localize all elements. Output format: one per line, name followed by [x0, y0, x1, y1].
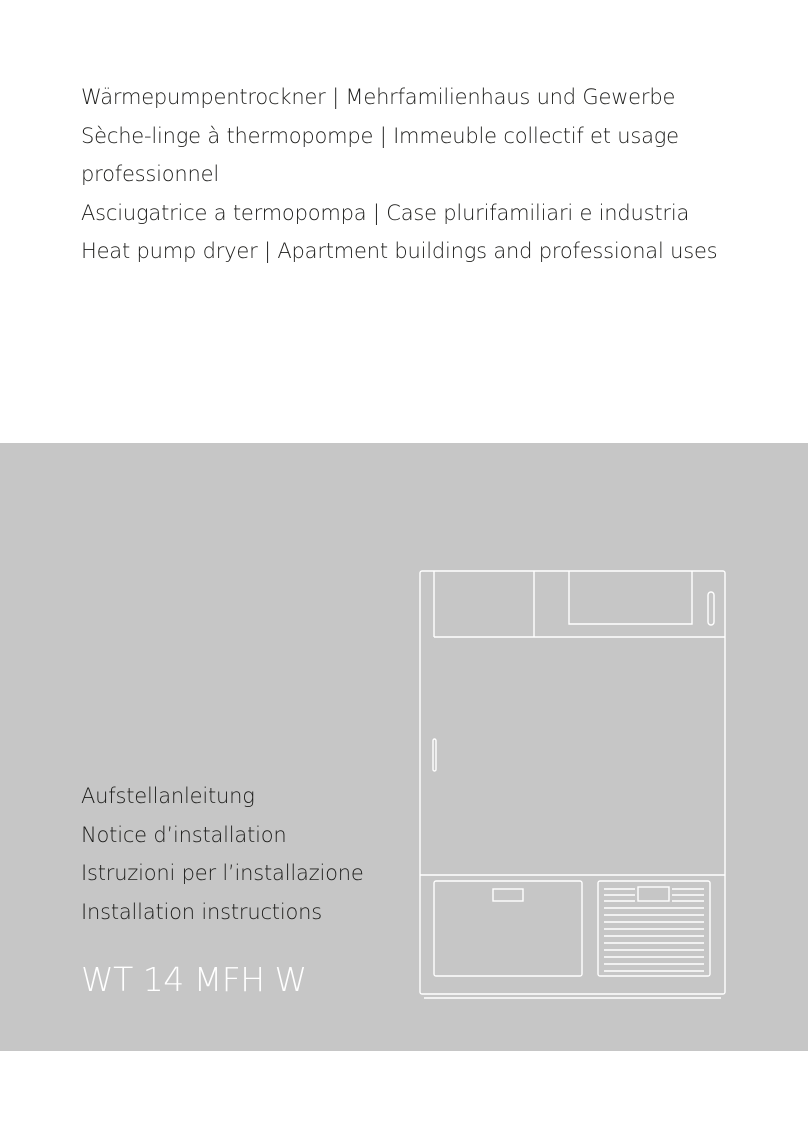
doc-type-de: Aufstellanleitung	[81, 784, 255, 808]
document-type-list	[81, 777, 364, 931]
grille-slats	[604, 887, 704, 971]
title-de: Wärmepumpentrockner | Mehrfamilienhaus und Gewerbe	[81, 85, 676, 109]
door-handle	[433, 739, 436, 771]
doc-type-it: Istruzioni per l’installazione	[81, 861, 364, 885]
heat-pump-dryer-illustration	[418, 569, 728, 999]
doc-type-fr: Notice d’installation	[81, 822, 287, 847]
title-fr-continued: professionnel	[81, 162, 220, 186]
title-it: Asciugatrice a termopompa | Case plurifamiliari e industria	[81, 200, 690, 225]
doc-type-en: Installation instructions	[81, 899, 322, 924]
dryer-body	[420, 571, 725, 994]
lint-drawer	[434, 881, 582, 976]
indicator-slot	[708, 592, 714, 625]
model-number: WT 14 MFH W	[81, 960, 307, 999]
lint-drawer-handle	[493, 889, 523, 901]
display-window	[569, 571, 692, 624]
header-titles	[81, 78, 781, 271]
title-en: Heat pump dryer | Apartment buildings and professional uses	[81, 239, 718, 263]
title-fr: Sèche-linge à thermopompe | Immeuble collectif et usage	[81, 123, 679, 148]
